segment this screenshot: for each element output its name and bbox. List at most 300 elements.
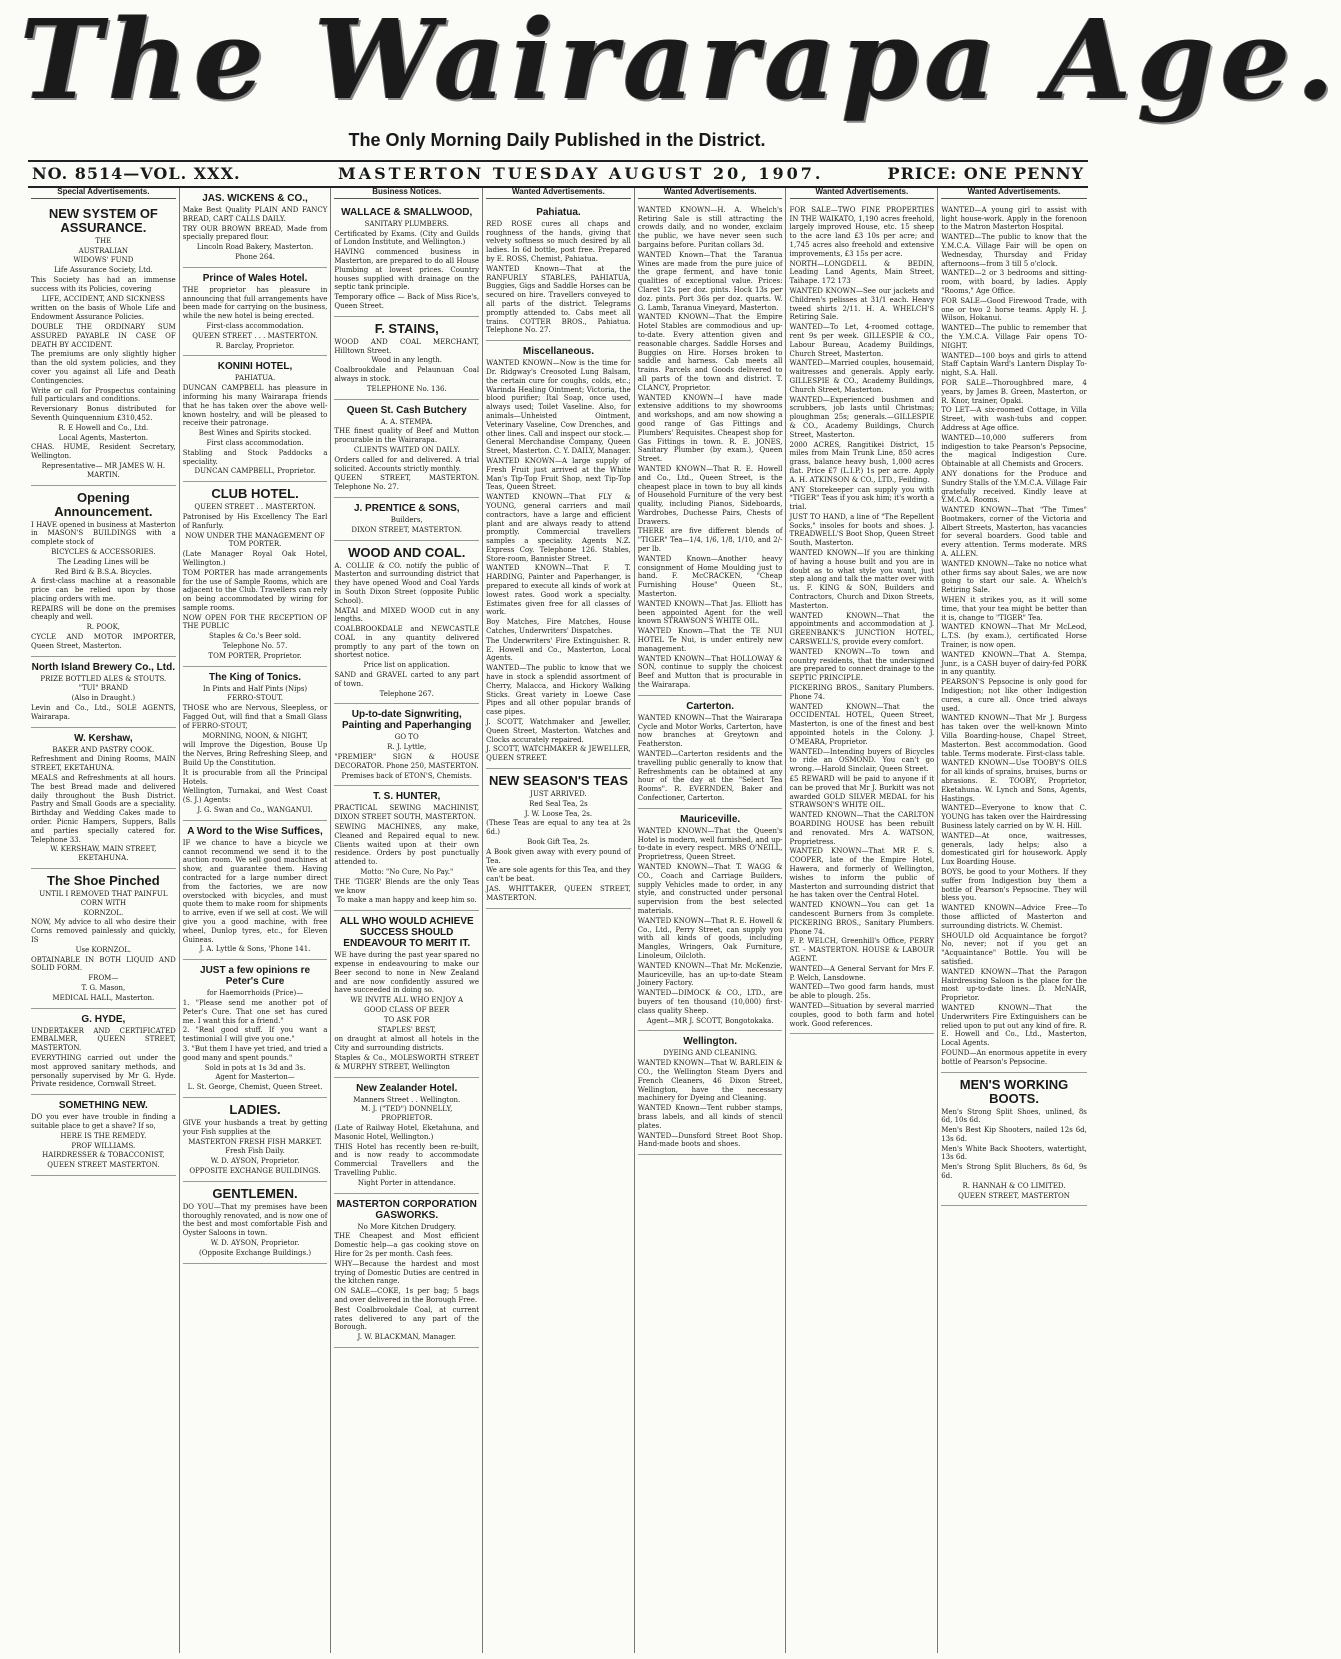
ad-line: First class accommodation. — [206, 438, 304, 447]
ad-line: To make a man happy and keep him so. — [336, 896, 477, 905]
ad-line: for Haemorrhoids (Price)— — [206, 989, 304, 998]
ad-line: PRACTICAL SEWING MACHINIST, DIXON STREET SOUTH, MASTERTON. — [334, 804, 480, 822]
ad-line: Builders, — [390, 515, 423, 524]
ad-line: COALBROOKDALE and NEWCASTLE COAL in any quantity delivered promptly to any part of the town on shortest notice. — [334, 625, 480, 660]
ad-line: TO LET—A six-roomed Cottage, in Villa Street, with wash-tubs and copper. Address at Age office. — [941, 406, 1087, 432]
ad-line: ANY Storekeeper can supply you with "TIGER" Teas if you ask him; it's worth a trial. — [789, 485, 935, 512]
ad-line: £5 REWARD will be paid to anyone if it can be proved that Mr J. Burkitt was not awarded GOLD SILVER MEDAL for his STRAWSON'S WHITE OIL. — [789, 775, 935, 810]
ad-line: TRY OUR BROWN BREAD, Made from specially prepared flour. — [182, 224, 328, 242]
ad-line: WANTED—A General Servant for Mrs F. P. Welch, Lansdowne. — [789, 964, 935, 982]
ad-line: The premiums are only slightly higher than the old system policies, and they cover you against all Life and Death Contingencies. — [31, 350, 176, 385]
ad-line: FOR SALE—TWO FINE PROPERTIES IN THE WAIKATO, 1,190 acres freehold, largely improved House, etc. 15 sheep to the acre land £3 10s per acre; and 1,745 acres also freehold and extensive improvements, £3 15s per acre. — [789, 205, 935, 258]
tagline: The Only Morning Daily Published in the District. — [348, 130, 766, 150]
ad-line: SANITARY PLUMBERS. — [364, 219, 449, 228]
ad-line: WHY—Because the hardest and most trying of Domestic Duties are centred in the kitchen range. — [334, 1259, 480, 1286]
ad-line: WANTED Known—That the TE NUI HOTEL Te Nui, is under entirely new management. — [637, 627, 783, 653]
ad-title: Up-to-date Signwriting, Painting and Paperhanging — [342, 709, 472, 732]
price: PRICE: ONE PENNY — [887, 164, 1084, 183]
ad-line: WANTED KNOWN—That W. BARLEIN & CO., the Wellington Steam Dyers and French Cleaners, 46 Dixon Street, Wellington, have the necessary machinery for Dyeing and Cleaning. — [637, 1059, 783, 1103]
ad-title: WALLACE & SMALLWOOD, — [341, 206, 473, 218]
ad-line: RED ROSE cures all chaps and roughness of the hands, giving that velvety softness so much desired by all ladies. In 6d bottle, post free. Prepared by E. ROSS, Chemist, Pahiatua. — [486, 219, 631, 263]
ad-line: R. Barclay, Proprietor. — [215, 341, 295, 350]
ad-line: DUNCAN CAMPBELL, Proprietor. — [194, 467, 316, 476]
ad-line: No More Kitchen Drudgery. — [357, 1222, 456, 1231]
ad-title: A Word to the Wise Suffices, — [187, 825, 323, 837]
ad-line: Telephone 267. — [379, 689, 434, 698]
ad-line: WOOD AND COAL MERCHANT, Hilltown Street. — [334, 337, 480, 355]
ad-line: WANTED—A young girl to assist with light house-work. Apply in the forenoon to the Matron Masterton Hospital. — [941, 205, 1087, 232]
ad-line: Coalbrookdale and Pelaunuan Coal always in stock. — [334, 366, 480, 383]
advertisement — [638, 696, 783, 809]
ad-line: PICKERING BROS., Sanitary Plumbers. Phone 74. — [789, 684, 935, 701]
ad-line: JUST TO HAND, a line of "The Repellent Socks," insoles for boots and shoes. J. TREADWELL'S Boot Shop, Queen Street South, Masterton. — [789, 512, 935, 548]
ad-line: Boy Matches, Fire Matches, House Catches, Underwriters' Dispatches. — [486, 618, 631, 636]
advertisement — [334, 786, 479, 911]
ad-line: FOR SALE—Good Firewood Trade, with one or two 2 horse teams. Apply H. J. Wilson, Hokanui. — [941, 296, 1087, 323]
ad-line: QUEEN STREET . . . MASTERTON. — [192, 331, 318, 340]
ad-line: WANTED KNOWN—That A. Stempa, Junr., is a CASH buyer of dairy-fed PORK in any quantity. — [941, 650, 1087, 677]
advertisement — [31, 1095, 176, 1176]
ad-line: Wood in any length. — [371, 356, 443, 365]
ad-line: PROF WILLIAMS. — [71, 1141, 136, 1150]
ad-line: ON SALE—COKE, 1s per bag; 5 bags and over delivered in the Borough Free. — [334, 1287, 480, 1304]
ad-line: WANTED Known—That at the RANFURLY STABLES, PAHIATUA, Buggies, Gigs and Saddle Horses can be secured on hire. Travellers conveyed to all parts of the district. Telegrams promptly attended to. Cabs meet all trains. COTTER BROS., Pahiatua. Telephone No. 27. — [486, 264, 631, 335]
ad-line: Staples & Co.'s Beer sold. — [208, 632, 302, 641]
ad-line: DYEING AND CLEANING. — [663, 1049, 758, 1058]
ad-line: PEARSON'S Pepsocine is only good for Indigestion; not like other Indigestion cures, a cure all. Once tried always used. — [941, 678, 1087, 713]
ad-line: WANTED KNOWN—That R. E. Howell and Co., Ltd., Queen Street, is the cheapest place in town to buy all kinds of Household Furniture of the very best quality, including Pianos, Sideboards, Wardrobes, Duchesse Pairs, Chests of Drawers. — [637, 464, 783, 526]
ad-line: NOW, My advice to all who desire their Corns removed painlessly and quickly, IS — [31, 918, 176, 944]
ad-line: WANTED—The public to know that the Y.M.C.A. Village Fair will be open on Wednesday, Thursday and Friday afternoons—from 3 till 5 o'clock. — [941, 233, 1087, 268]
ad-line: CLIENTS WAITED ON DAILY. — [353, 445, 460, 454]
ad-title: NEW SEASON'S TEAS — [488, 773, 628, 789]
ad-line: WANTED KNOWN—That the Underwriters Fire Extinguishers can be relied upon to put out any kind of fire. R. E. Howell and Co., Ltd., Masterton, Local Agents. — [941, 1003, 1087, 1048]
ad-line: TO ASK FOR — [383, 1015, 430, 1024]
ad-line: DO YOU—That my premises have been thoroughly renovated, and is now one of the best and most comfortable Fish and Oyster Saloons in town. — [182, 1202, 328, 1238]
ad-title: JAS. WICKENS & CO., — [202, 193, 308, 204]
ad-line: WANTED KNOWN—That T. WAGG & CO., Coach and Carriage Builders, supply Vehicles made to order, in any style, and constructed under personal supervision from the best selected materials. — [637, 862, 783, 915]
ad-line: Wellington, Turnakai, and West Coast (S. J.) Agents: — [182, 787, 328, 805]
ad-line: R. J. Lyttle, — [387, 743, 427, 752]
ad-line: (These Teas are equal to any tea at 2s 6d.) — [486, 819, 631, 837]
ad-line: TOM PORTER, Proprietor. — [208, 651, 302, 660]
ad-line: on draught at almost all hotels in the City and surrounding districts. — [334, 1035, 480, 1053]
ad-title: North Island Brewery Co., Ltd. — [31, 661, 176, 673]
ad-line: WANTED KNOWN—Advice Free—To those afflicted of Masterton and surrounding districts. W. Chemist. — [941, 904, 1087, 930]
ad-title: T. S. HUNTER, — [373, 791, 441, 803]
ad-line: First-class accommodation. — [206, 321, 304, 330]
ad-title: F. STAINS, — [374, 320, 439, 336]
ad-line: LIFE, ACCIDENT, AND SICKNESS — [41, 294, 165, 303]
ad-line: MASTERTON FRESH FISH MARKET. — [188, 1137, 322, 1146]
ad-line: WANTED—Carterton residents and the travelling public generally to know that Refreshments can be obtained at any hour of the day at the "Select Tea Rooms". R. EVERNDEN, Baker and Confectioner, Carterton. — [637, 750, 783, 802]
ad-line: UNTIL I REMOVED THAT PAINFUL CORN WITH — [39, 890, 168, 907]
ad-title: Wellington. — [683, 1036, 737, 1048]
ad-line: WE INVITE ALL WHO ENJOY A — [350, 996, 464, 1005]
ad-title: WOOD AND COAL. — [348, 544, 466, 560]
ad-line: OPPOSITE EXCHANGE BUILDINGS. — [189, 1166, 321, 1175]
ad-line: WANTED KNOWN—That the Queen's Hotel is modern, well furnished, and up-to-date in every respect. MRS O'NEILL, Proprietress, Queen Street. — [637, 826, 783, 862]
ad-line: BOYS, be good to your Mothers. If they suffer from Indigestion buy them a bottle of Pearson's Pepsocine. They will bless you. — [941, 867, 1087, 903]
ad-line: Make Best Quality PLAIN AND FANCY BREAD, CART CALLS DAILY. — [182, 206, 328, 223]
ad-line: WANTED—Experienced bushmen and scrubbers, job lasts until Christmas; ploughman 25s; generals.—GILLESPIE & CO., Academy Buildings, Church Street, Masterton. — [789, 395, 935, 439]
ad-title: Opening Announcement. — [54, 489, 153, 519]
ad-line: 2. "Real good stuff. If you want a testimonial I will give you one." — [182, 1026, 328, 1044]
ad-title: MEN'S WORKING BOOTS. — [959, 1076, 1069, 1106]
ad-line: Levin and Co., Ltd., SOLE AGENTS, Wairarapa. — [31, 704, 176, 721]
ad-title: KONINI HOTEL, — [217, 361, 293, 373]
ad-line: Men's Best Kip Shooters, nailed 12s 6d, 13s 6d. — [941, 1126, 1087, 1143]
ad-line: DUNCAN CAMPBELL has pleasure in informing his many Wairarapa friends that he has taken over the above well-known hostelry, and will be pleased to receive their patronage. — [182, 384, 328, 428]
ad-line: WANTED—At once, waitresses, generals, lady helps; also a domesticated girl for housework. Apply Lux Boarding House. — [941, 831, 1087, 867]
ad-line: WANTED KNOWN—That "The Times" Bootmakers, corner of the Victoria and Albert Streets, Masterton, has vacancies for several boarders. Good table and every attention. Terms moderate. MRS A. ALLEN. — [941, 506, 1087, 559]
ad-line: WANTED KNOWN—That the CARLTON BOARDING HOUSE has been rebuilt and renovated. Mrs A. WATSON, Proprietress. — [789, 811, 935, 846]
advertisement — [31, 202, 176, 486]
ad-line: will Improve the Digestion, Bouse Up the Nerves, Bring Refreshing Sleep, and Build Up the Constitution. — [182, 741, 328, 768]
ad-line: WANTED KNOWN—Take no notice what other firms say about Sales, we are now going to start our sale. A. Whelch's Retiring Sale. — [941, 559, 1087, 595]
issue-number: NO. 8514—VOL. XXX. — [32, 164, 241, 183]
ad-title: W. Kershaw, — [74, 732, 133, 744]
ad-line: J. A. Lyttle & Sons, 'Phone 141. — [199, 945, 311, 954]
ad-line: WANTED—The public to know that we have in stock a splendid assortment of Cherry, Malacca, and Hickory Walking Sticks. Great variety in Loewe Case Pipes and all other popular brands of case pipes. — [486, 664, 631, 717]
advertisement — [183, 960, 328, 1098]
advertisement — [334, 704, 479, 786]
ad-line: Agent—MR J. SCOTT, Bongotokaka. — [646, 1016, 774, 1025]
ad-line: WANTED KNOWN—That F. T. HARDING, Painter and Paperhanger, is prepared to execute all kinds of work at lowest rates. Good work a specialty. Estimates given free for all classes of work. — [486, 564, 631, 617]
column-1 — [28, 188, 180, 1653]
ad-line: Night Porter in attendance. — [357, 1178, 456, 1187]
ad-line: J. SCOTT, Watchmaker and Jeweller, Queen Street, Masterton. Watches and Clocks accurately repaired. — [486, 718, 631, 744]
advertisement — [638, 809, 783, 1032]
ad-title: J. PRENTICE & SONS, — [353, 502, 460, 514]
column-2 — [180, 188, 332, 1653]
ad-line: "TUI" BRAND — [78, 684, 128, 693]
ad-line: W. D. AYSON, Proprietor. — [210, 1157, 300, 1166]
ad-line: R. POOK, — [86, 623, 121, 632]
ad-line: REPAIRS will be done on the premises cheaply and well. — [31, 604, 176, 622]
ad-line: WANTED KNOWN—That the appointments and accommodation at J. GREENBANK'S JUNCTION HOTEL, CARSWELL'S, provide every comfort. — [789, 611, 935, 647]
ad-line: (Late of Railway Hotel, Eketahuna, and Masonic Hotel, Wellington.) — [334, 1123, 480, 1141]
advertisement — [183, 268, 328, 357]
advertisement — [334, 1078, 479, 1194]
ad-line: NOW OPEN FOR THE RECEPTION OF THE PUBLIC — [182, 613, 328, 631]
ad-line: JUST ARRIVED. — [530, 790, 587, 799]
ad-line: WANTED KNOWN—That Mr J. Burgess has taken over the well-known Minto Villa Boarding-house, Chapel Street, Masterton. Best accommodation. Good table. Terms moderate. First-class table. — [941, 714, 1087, 758]
ad-line: Sold in pots at 1s 3d and 3s. — [204, 1063, 306, 1072]
ad-line: THE finest quality of Beef and Mutton procurable in the Wairarapa. — [334, 427, 480, 445]
ad-line: THE 'TIGER' Blends are the only Teas we know — [334, 877, 480, 895]
ad-line: WHEN it strikes you, as it will some time, that your tea might be better than it is, change to "TIGER" Tea. — [941, 596, 1087, 622]
ad-line: 1. "Please send me another pot of Peter's Cure. That one set has cured me. I want this for a friend." — [182, 998, 328, 1025]
ad-line: THE proprietor has pleasure in announcing that full arrangements have been made for carrying on the business, while the new hotel is being erected. — [182, 285, 328, 321]
ad-line: SHOULD old Acquaintance be forgot? No, never; not if you get an "Acquaintance" Bottle. You will be satisfied. — [941, 931, 1087, 966]
ad-line: T. G. Mason, — [81, 983, 126, 992]
ad-line: WANTED—To Let, 4-roomed cottage, rent 9s per week. GILLESPIE & CO., Labour Bureau, Academy Buildings, Church Street, Masterton. — [789, 323, 935, 358]
ad-title: Mauriceville. — [680, 813, 741, 825]
ad-line: Local Agents, Masterton. — [58, 433, 149, 442]
ad-line: WANTED KNOWN—That Mr McLeod, L.T.S. (by exam.), certificated Horse Trainer, is now open. — [941, 623, 1087, 650]
ad-line: In Pints and Half Pints (Nips) — [202, 684, 308, 693]
ad-line: J. G. Swan and Co., WANGANUI. — [197, 806, 313, 815]
ad-line: A first-class machine at a reasonable price can be relied upon by those placing orders with me. — [31, 577, 176, 603]
ad-title: GENTLEMEN. — [212, 1185, 298, 1201]
ad-line: (Opposite Exchange Buildings.) — [199, 1248, 312, 1257]
column-heading: Special Advertisements. — [31, 188, 176, 199]
advertisement — [31, 728, 176, 869]
ad-line: Motto: "No Cure, No Pay." — [360, 868, 454, 877]
ad-line: Representative— MR JAMES W. H. MARTIN. — [41, 461, 166, 479]
ad-line: F. P. WELCH, Greenhill's Office, PERRY ST. - MASTERTON. HOUSE & LABOUR AGENT. — [789, 937, 935, 963]
ad-title: SOMETHING NEW. — [58, 1100, 148, 1112]
ad-line: THE — [95, 236, 112, 245]
advertisement — [183, 1182, 328, 1264]
ad-line: WANTED—Two good farm hands, must be able to plough. 25s. — [789, 983, 935, 1001]
ad-line: WANTED—2 or 3 bedrooms and sitting-room, with board, by ladies. Apply "Rooms," Age Office. — [941, 269, 1087, 295]
ad-line: WANTED KNOWN—That FLY & YOUNG, general carriers and mail contractors, have a large and efficient plant and are always ready to attend promptly. Commercial travellers samples a speciality. Agents N.Z. Express Coy. Telephone 126. Stables, Store-room, Bannister Street. — [486, 493, 631, 563]
advertisement — [183, 821, 328, 960]
advertisement — [638, 1031, 783, 1155]
ad-title: Queen St. Cash Butchery — [346, 404, 467, 416]
ad-line: EVERYTHING carried out under the most approved sanitary methods, and personally supervised by Mr G. Hyde. Private residence, Cornwall Street. — [31, 1053, 176, 1089]
advertisement — [183, 356, 328, 482]
ad-line: WANTED—The public to remember that the Y.M.C.A. Village Fair opens TO-NIGHT. — [941, 324, 1087, 350]
advertisement — [31, 486, 176, 657]
ad-line: The Leading Lines will be — [57, 557, 150, 566]
ad-line: MORNING, NOON, & NIGHT, — [202, 731, 308, 740]
ad-line: R. E Howell and Co., Ltd. — [58, 423, 149, 432]
dateline — [28, 160, 1088, 188]
ad-line: (Also in Draught.) — [71, 694, 136, 703]
advertisement — [486, 769, 631, 909]
ad-title: LADIES. — [229, 1101, 281, 1117]
ad-line: CHAS. HUME, Resident Secretary, Wellington. — [31, 443, 176, 461]
ad-line: DOUBLE THE ORDINARY SUM ASSURED PAYABLE IN CASE OF DEATH BY ACCIDENT. — [31, 322, 176, 349]
ad-line: BAKER AND PASTRY COOK. — [52, 745, 155, 754]
ad-title: Prince of Wales Hotel. — [202, 272, 308, 284]
ad-line: JAS. WHITTAKER, QUEEN STREET, MASTERTON. — [486, 884, 631, 902]
advertisement — [334, 498, 479, 541]
ad-line: GO TO — [394, 733, 419, 742]
ad-title: NEW SYSTEM OF ASSURANCE. — [48, 205, 158, 235]
masthead — [0, 0, 1341, 150]
ad-line: This Society has had an immense success with its Policies, covering — [31, 275, 176, 293]
ad-line: MEALS and Refreshments at all hours. The best Bread made and delivered daily throughout the Bush District. Pastry and Small Goods are a speciality. Birthday and Wedding Cakes made to order. Picnic Hampers, Suppers, Balls and parties specially catered for. Telephone 33. — [31, 774, 176, 844]
column-5 — [635, 188, 787, 1653]
ad-line: Price list on application. — [363, 661, 450, 670]
ad-line: SEWING MACHINES, any make, Cleaned and Repaired equal to new. Clients waited upon at their own residence. Orders by post punctually attended to. — [334, 823, 480, 867]
ad-title: The King of Tonics. — [209, 671, 302, 683]
ad-line: WANTED KNOWN—You can get 1a candescent Burners from 3s complete. PICKERING BROS., Sanitary Plumbers. Phone 74. — [789, 901, 935, 936]
ad-line: WANTED KNOWN—See our jackets and Children's pelisses at 31/1 each. Heavy tweed shirts 2/11. H. A. WHELCH'S Retiring Sale. — [789, 286, 935, 322]
ad-line: Staples & Co., MOLESWORTH STREET & MURPHY STREET, Wellington — [334, 1053, 480, 1071]
ad-line: GIVE your husbands a treat by getting your Fish supplies at the — [182, 1118, 328, 1136]
ad-line: WANTED Known—That the Taranua Wines are made from the pure juice of the grape ferment, and have tonic qualities of exceptional value. Prices: Claret 12s per doz. pints. Hock 13s per doz. pints. Port 36s per doz. quarts. W. G. Lamb, Taranua Vineyard, Masterton. — [637, 250, 783, 312]
advertisement — [31, 1009, 176, 1096]
ad-line: Book Gift Tea, 2s. — [527, 838, 590, 846]
ad-line: WANTED KNOWN—That R. E. Howell & Co., Ltd., Perry Street, can supply you with all kinds of goods, including Mangles, Wringers, Oak Furniture, Linoleum, Oilcloth. — [637, 916, 783, 960]
ad-line: Orders called for and delivered. A trial solicited. Accounts strictly monthly. — [334, 455, 480, 473]
ad-line: M. J. ("TED") DONNELLY, PROPRIETOR. — [361, 1105, 453, 1123]
ad-line: WANTED KNOWN—That the OCCIDENTAL HOTEL, Queen Street, Masterton, is one of the finest and best appointed hotels in the Colony. J. O'MEARA, Proprietor. — [789, 702, 935, 746]
ad-line: FERRO-STOUT. — [227, 694, 283, 703]
advertisement — [183, 482, 328, 667]
ad-title: New Zealander Hotel. — [356, 1082, 458, 1094]
ad-line: WANTED—Dunsford Street Boot Shop. Hand-made boots and shoes. — [637, 1131, 783, 1149]
advertisement — [334, 911, 479, 1077]
column-3 — [331, 188, 483, 1653]
ad-line: QUEEN STREET, MASTERTON — [958, 1191, 1070, 1200]
ad-line: Write or call for Prospectus containing full particulars and conditions. — [31, 386, 176, 404]
ad-line: I HAVE opened in business at Masterton in MASON'S BUILDINGS with a complete stock of — [31, 520, 176, 547]
advertisement — [334, 541, 479, 705]
ad-line: TELEPHONE No. 136. — [366, 384, 447, 393]
ad-line: W. D. AYSON, Proprietor. — [210, 1238, 300, 1247]
advertisement — [638, 202, 783, 696]
newspaper-title: The Wairarapa Age. — [20, 0, 1341, 124]
ad-line: SAND and GRAVEL carted to any part of town. — [334, 671, 480, 688]
column-6 — [787, 188, 939, 1653]
ad-line: NORTH—LONGDELL & BEDIN, Leading Land Agents, Main Street, Taihape. 172 173 — [789, 259, 935, 286]
ad-line: STAPLES' BEST, — [377, 1025, 436, 1034]
ad-line: Use KORNZOL. — [75, 945, 132, 954]
ad-line: R. HANNAH & CO LIMITED. — [962, 1181, 1066, 1190]
ad-line: WANTED KNOWN—I have made extensive additions to my showrooms and workshops, and am now showing a good range of Gas Fittings and Plumbers' Requisites. Cheapest shop for Gas Fittings in town. R. E. JONES, Sanitary Plumber (by exam.), Queen Street. — [637, 393, 783, 464]
ad-line: PAHIATUA. — [234, 374, 276, 383]
ad-line: WANTED—Situation by several married couples, good to both farm and hotel work. Good references. — [789, 1001, 935, 1028]
ad-line: FROM— — [88, 974, 119, 983]
ad-line: It is procurable from all the Principal Hotels. — [182, 768, 328, 786]
column-heading: Business Notices. — [334, 188, 479, 199]
ad-line: PRIZE BOTTLED ALES & STOUTS. — [40, 674, 167, 683]
ad-line: Men's White Back Shooters, watertight, 13s 6d. — [941, 1144, 1087, 1162]
advertisement — [334, 317, 479, 400]
advertisement — [486, 202, 631, 341]
ad-line: WIDOWS' FUND — [73, 256, 134, 265]
ad-line: GOOD CLASS OF BEER — [364, 1006, 450, 1014]
ad-line: We are sole agents for this Tea, and they can't be beat. — [486, 866, 631, 884]
ad-line: MATAI and MIXED WOOD cut in any lengths. — [334, 606, 480, 624]
ad-title: The Shoe Pinched — [47, 873, 160, 889]
advertisement — [31, 657, 176, 728]
ad-line: DO you ever have trouble in finding a suitable place to get a shave? If so, — [31, 1113, 176, 1130]
ad-line: NOW UNDER THE MANAGEMENT OF TOM PORTER. — [185, 531, 325, 549]
ad-line: Best Coalbrookdale Coal, at current rates delivered to any part of the Borough. — [334, 1305, 480, 1332]
ad-line: TOM PORTER has made arrangements for the use of Sample Rooms, which are adjacent to the Club. Travellers can rely on being accommodated by wiring for sample rooms. — [182, 568, 328, 612]
advertisement — [941, 202, 1087, 1073]
column-heading: Wanted Advertisements. — [941, 188, 1087, 199]
ad-line: Best Wines and Spirits stocked. — [198, 429, 312, 438]
ad-line: OBTAINABLE IN BOTH LIQUID AND SOLID FORM. — [31, 955, 176, 973]
ad-line: Life Assurance Society, Ltd. — [54, 266, 153, 275]
ad-line: WANTED KNOWN—That MR F. S. COOPER, late of the Empire Hotel, Hawera, and formerly of Wellington, wishes to inform the public of Masterton and surrounding district that he has taken over the Central Hotel. — [789, 847, 935, 900]
ad-line: Lincoln Road Bakery, Masterton. — [196, 243, 314, 252]
ad-line: A Book given away with every pound of Tea. — [486, 847, 631, 865]
ad-line: THOSE who are Nervous, Sleepless, or Fagged Out, will find that a Small Glass of FERRO-STOUT, — [182, 704, 328, 730]
ad-line: CYCLE AND MOTOR IMPORTER, Queen Street, Masterton. — [31, 633, 176, 650]
ad-line: THE Cheapest and Most efficient Domestic help—a gas cooking stove on Hire for 2s per month. Cash fees. — [334, 1232, 480, 1258]
ad-line: J. SCOTT, WATCHMAKER & JEWELLER, QUEEN STREET. — [486, 745, 631, 763]
advertisement — [334, 202, 479, 317]
ad-line: MEDICAL HALL, Masterton. — [52, 993, 155, 1002]
ad-line: L. St. George, Chemist, Queen Street. — [187, 1083, 323, 1092]
ad-line: Fresh Fish Daily. — [225, 1147, 285, 1156]
ad-line: A. A. STEMPA. — [380, 417, 433, 426]
columns — [28, 188, 1090, 1653]
advertisement — [183, 667, 328, 821]
ad-line: WANTED—DIMOCK & CO., LTD., are buyers of ten thousand (10,000) first-class quality Sheep. — [637, 989, 783, 1015]
ad-title: Carterton. — [686, 700, 735, 712]
ad-line: WANTED—100 boys and girls to attend Staff Captain Ward's Lantern Display To-night, S.A. Hall. — [941, 351, 1087, 378]
ad-line: WANTED KNOWN—H. A. Whelch's Retiring Sale is still attracting the crowds daily, and no wonder, exclaim the public, we have never seen such bargains before. Puritan collars 3d. — [637, 205, 783, 249]
ad-line: BICYCLES & ACCESSORIES. — [51, 547, 156, 556]
ad-line: Manners Street . . Wellington. — [353, 1095, 461, 1104]
ad-line: Reversionary Bonus distributed for Seventh Quinquennium £310,452. — [31, 405, 176, 422]
ad-title: CLUB HOTEL. — [211, 486, 299, 502]
ad-line: WANTED—Everyone to know that C. YOUNG has taken over the Hairdressing Business lately carried on by W. H. Hill. — [941, 804, 1087, 830]
ad-line: QUEEN STREET MASTERTON. — [47, 1161, 160, 1170]
ad-line: WANTED KNOWN—That the Empire Hotel Stables are commodious and up-to-date. Every attention given and reasonable charges. Saddle Horses and Buggies on Hire. Horses broken to saddle and harness. Cab meets all trains. Parcels and Goods delivered to all parts of the town and district. T. CLANCY, Proprietor. — [637, 313, 783, 392]
ad-line: WANTED KNOWN—To town and country residents, that the undersigned are prepared to connect drainage to the SEPTIC PRINCIPLE. — [789, 647, 935, 683]
ad-line: QUEEN STREET, MASTERTON. Telephone No. 27. — [334, 474, 480, 492]
ad-line: Refreshment and Dining Rooms, MAIN STREET, EKETAHUNA. — [31, 755, 176, 773]
ad-title: ALL WHO WOULD ACHIEVE SUCCESS SHOULD ENDEAVOUR TO MERIT IT. — [339, 916, 474, 950]
ad-line: THERE are five different blends of "TIGER" Tea—1/4, 1/6, 1/8, 1/10, and 2/- per lb. — [637, 527, 783, 554]
ad-line: AUSTRALIAN — [78, 246, 129, 255]
advertisement — [31, 869, 176, 1009]
place-date: MASTERTON TUESDAY AUGUST 20, 1907. — [338, 164, 824, 183]
advertisement — [486, 341, 631, 769]
ad-line: WANTED—10,000 sufferers from indigestion to take Pearson's Pepsocine, the magical Indigestion Cure. Obtainable at all Chemists and Grocers. — [941, 433, 1087, 469]
column-4 — [483, 188, 635, 1653]
ad-line: WANTED KNOWN—That Jas. Elliott has been appointed Agent for the well known STRAWSON'S WHITE OIL. — [637, 599, 783, 626]
ad-line: WANTED KNOWN—Use TOOBY'S OILS for all kinds of sprains, bruises, burns or abrasions. E. TOOBY, Proprietor, Eketahuna. W. Lynch and Sons, Agents, Hastings. — [941, 759, 1087, 803]
ad-line: Telephone No. 57. — [222, 642, 288, 651]
ad-line: WANTED—Intending buyers of Bicycles to ride an OSMOND. You can't go wrong.—Harold Sinclair, Queen Street. — [789, 747, 935, 774]
ad-line: HERE IS THE REMEDY. — [60, 1131, 147, 1140]
ad-line: QUEEN STREET . . MASTERTON. — [194, 503, 316, 512]
column-heading: Wanted Advertisements. — [638, 188, 783, 199]
ad-line: Men's Strong Split Shoes, unlined, 8s 6d, 10s 6d. — [941, 1107, 1087, 1125]
ad-line: WANTED KNOWN—Now is the time for Dr. Ridgway's Creosoted Lung Balsam, the certain cure for coughs, colds, etc.; Warinda Healing Ointment; Victoria, the blood purifier; Ital Soap, once used, always used; Toilet Vaseline. Also, for animals—Unheisted Ointment, Veterinary Vaseline, Cow Drenches, and other lines. Call and inspect our stock.—General Merchandise Company, Queen Street, Masterton. C. Y. DAILY, Manager. — [486, 359, 631, 456]
advertisement — [183, 188, 328, 268]
ad-line: 3. "But them I have yet tried, and tried a good many and spent pounds." — [182, 1044, 328, 1062]
ad-line: "PREMIER" SIGN & HOUSE DECORATOR. Phone 250, MASTERTON. — [334, 753, 480, 770]
ad-title: G. HYDE, — [81, 1013, 126, 1025]
ad-line: WANTED KNOWN—A large supply of Fresh Fruit just arrived at the White Man's Tip-Top Fruit Shop, next Tip-Top Teas, Queen Street. — [486, 456, 631, 492]
advertisement — [941, 1073, 1087, 1207]
advertisement — [334, 1194, 479, 1348]
ad-line: THIS Hotel has recently been re-built, and is now ready to accommodate Commercial Travellers and the Travelling Public. — [334, 1142, 480, 1177]
ad-line: WANTED KNOWN—If you are thinking of having a house built and you are in doubt as to what style you want, just step along and talk the matter over with us. F. KING & SON, Builders and Contractors, Church and Dixon Streets, Masterton. — [789, 549, 935, 610]
column-7 — [938, 188, 1090, 1653]
ad-title: MASTERTON CORPORATION GASWORKS. — [336, 1198, 477, 1221]
ad-line: WANTED KNOWN—That HOLLOWAY & SON, continue to supply the choicest Beef and Mutton that is procurable in the Wairarapa. — [637, 654, 783, 690]
ad-line: WANTED—Married couples, housemaid, waitresses and generals. Apply early. GILLESPIE & CO., Academy Buildings, Church Street, Masterton. — [789, 359, 935, 394]
ad-line: Red Seal Tea, 2s — [529, 799, 588, 808]
ad-line: IF we chance to have a bicycle we cannot recommend we send it to the auction room. We sell good machines at show, and guarantee them. Having contracted for a large number direct from the factories, we are now overstocked with bicycles, and must quote them to make room for shipments to arrive, even if we sell at cost. We will give you a good machine, with free wheel, Dunlop tyres, etc., for Eleven Guineas. — [182, 838, 328, 944]
advertisement — [790, 202, 935, 1035]
ad-line: WANTED Known—Tent rubber stamps, brass labels, and all kinds of stencil plates. — [637, 1104, 783, 1130]
ad-line: J. W. Loose Tea, 2s. — [524, 809, 593, 818]
ad-line: Red Bird & B.S.A. Bicycles. — [54, 567, 152, 576]
ad-line: written on the basis of Whole Life and Endowment Assurance Policies. — [31, 304, 176, 322]
ad-line: (Late Manager Royal Oak Hotel, Wellington.) — [182, 550, 328, 567]
ad-line: ANY donations for the Produce and Sundry Stalls of the Y.M.C.A. Village Fair gratefully received. Kindly leave at Y.M.C.A. Rooms. — [941, 469, 1087, 505]
ad-line: W. KERSHAW, MAIN STREET, EKETAHUNA. — [50, 845, 157, 863]
ad-line: Patronised by His Excellency The Earl of Ranfurly. — [182, 512, 328, 530]
ad-line: The Underwriters' Fire Extinguisher. R. E. Howell and Co., Masterton, Local Agents. — [486, 636, 631, 663]
ad-line: UNDERTAKER AND CERTIFICATED EMBALMER, QUEEN STREET, MASTERTON. — [31, 1026, 176, 1053]
